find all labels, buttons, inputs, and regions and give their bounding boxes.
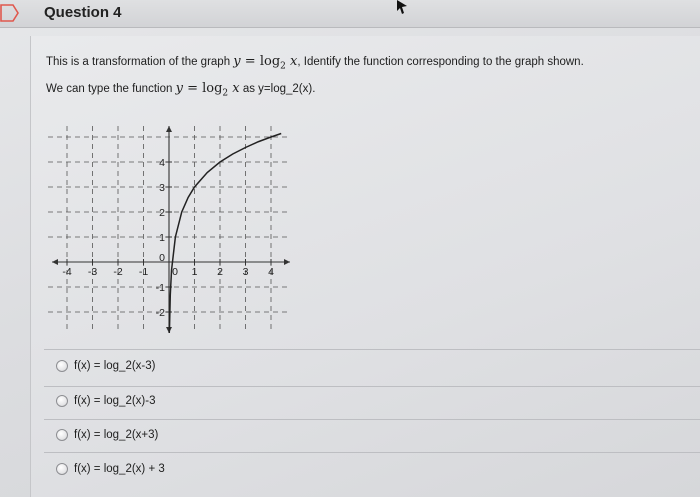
option-label: f(x) = log_2(x-3) bbox=[74, 360, 156, 372]
y-tick-label: -1 bbox=[155, 282, 165, 294]
option-label: f(x) = log_2(x)-3 bbox=[74, 395, 156, 407]
graph-svg bbox=[44, 122, 294, 337]
graph bbox=[44, 122, 294, 337]
option-label: f(x) = log_2(x+3) bbox=[74, 429, 159, 441]
y-tick-label: 4 bbox=[159, 157, 165, 169]
x-tick-label: -3 bbox=[87, 266, 98, 278]
radio-button[interactable] bbox=[56, 395, 68, 407]
x-tick-label: 0 bbox=[172, 266, 178, 278]
math-expression-2: $y = \log_2 x$ bbox=[175, 81, 240, 99]
radio-button[interactable] bbox=[56, 463, 68, 475]
y-axis-arrow-up bbox=[166, 126, 172, 132]
question-header bbox=[0, 0, 700, 28]
x-axis-arrow-right bbox=[284, 259, 290, 265]
x-tick-label: 4 bbox=[268, 266, 274, 278]
y-tick-label: -2 bbox=[155, 307, 165, 319]
x-tick-label: -2 bbox=[113, 266, 123, 278]
y-tick-label: 0 bbox=[159, 252, 165, 264]
answer-option-3[interactable] bbox=[56, 426, 158, 444]
prompt-text: This is a transformation of the graph bbox=[46, 56, 231, 68]
y-tick-label: 1 bbox=[159, 232, 165, 244]
flag-icon[interactable] bbox=[0, 3, 20, 23]
prompt-line-1 bbox=[46, 54, 584, 72]
answer-option-2[interactable] bbox=[56, 392, 155, 410]
prompt-text-2: , Identify the function corresponding to the graph shown. bbox=[297, 56, 584, 68]
radio-button[interactable] bbox=[56, 429, 68, 441]
question-title: Question 4 bbox=[44, 4, 122, 21]
function-curve bbox=[169, 134, 281, 334]
divider bbox=[44, 419, 700, 420]
prompt-line-2 bbox=[46, 81, 315, 99]
answer-option-1[interactable] bbox=[56, 357, 155, 375]
prompt-text-4: as y=log_2(x). bbox=[242, 83, 316, 95]
divider bbox=[44, 386, 700, 387]
prompt-text-3: We can type the function bbox=[46, 83, 173, 95]
divider bbox=[44, 349, 700, 350]
x-tick-label: -1 bbox=[138, 266, 149, 278]
radio-button[interactable] bbox=[56, 360, 68, 372]
math-expression: $y = \log_2 x$ bbox=[233, 54, 298, 72]
x-axis-arrow-left bbox=[52, 259, 58, 265]
divider bbox=[44, 452, 700, 453]
x-tick-label: 3 bbox=[242, 266, 249, 278]
mouse-cursor-icon bbox=[396, 0, 408, 14]
x-tick-label: 2 bbox=[217, 266, 223, 278]
option-label: f(x) = log_2(x) + 3 bbox=[74, 463, 165, 475]
x-tick-label: 1 bbox=[191, 266, 198, 278]
x-tick-label: -4 bbox=[62, 266, 72, 278]
y-tick-label: 3 bbox=[159, 182, 165, 194]
answer-option-4[interactable] bbox=[56, 460, 165, 478]
y-tick-label: 2 bbox=[159, 207, 165, 219]
